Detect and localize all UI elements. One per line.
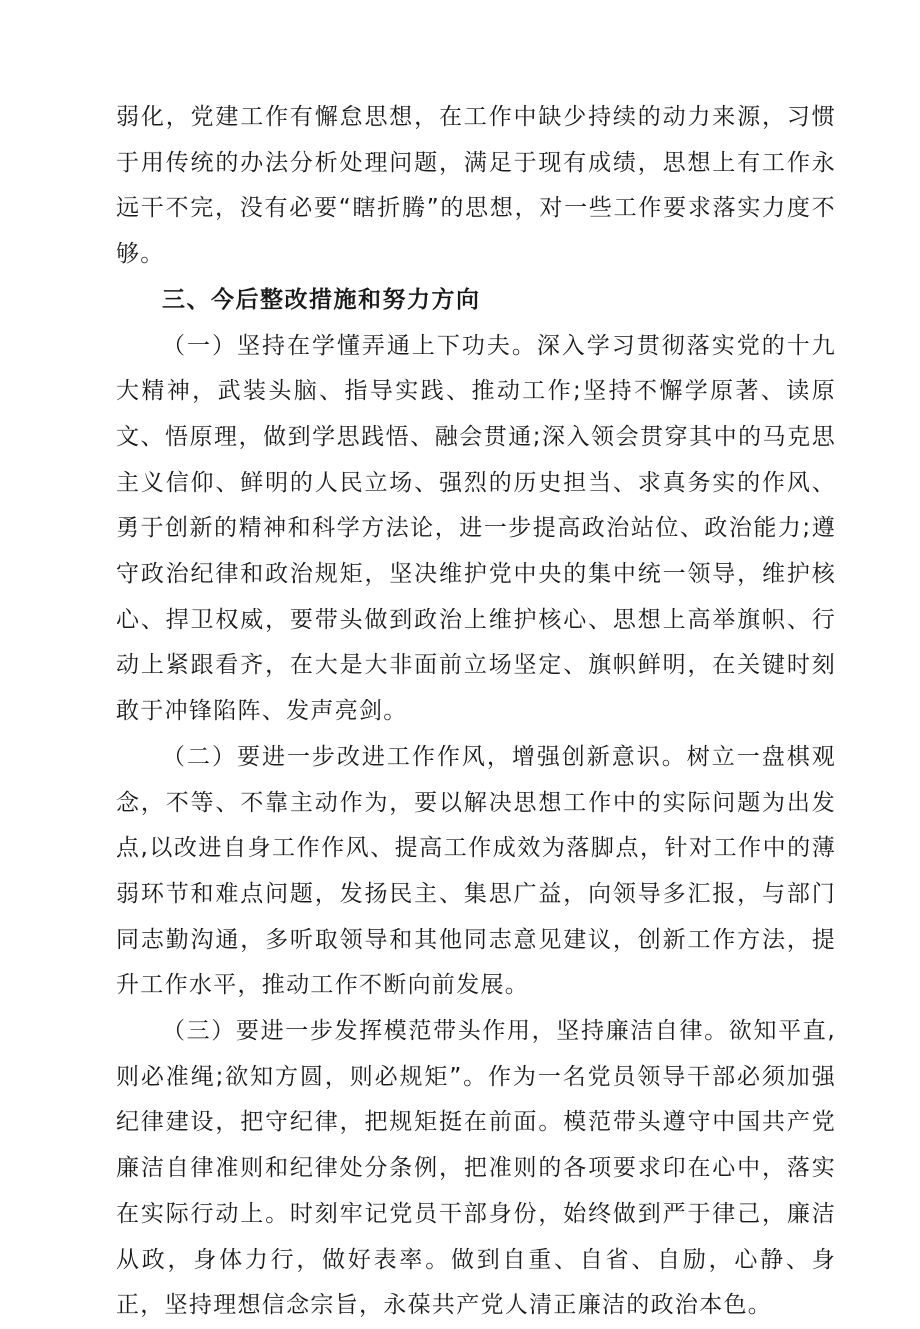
section-heading: 三、今后整改措施和努力方向 [162,286,481,313]
paragraph-measure-2: （二）要进一步改进工作作风，增强创新意识。树立一盘棋观念，不等、不靠主动作为，要以解决思想工作中的实际问题为出发点,以改进自身工作作风、提高工作成效为落脚点，针对工作中的薄弱环节和难点问题，发扬民主、集思广益，向领导多汇报，与部门同志勤沟通，多听取领导和其他同志意见建议，创新工作方法，提升工作水平，推动工作不断向前发展。 [116,743,836,999]
paragraph-measure-3: （三）要进一步发挥模范带头作用，坚持廉洁自律。欲知平直,则必准绳;欲知方圆，则必规矩”。作为一名党员领导干部必须加强纪律建设，把守纪律，把规矩挺在前面。模范带头遵守中国共产党廉洁自律准则和纪律处分条例，把准则的各项要求印在心中，落实在实际行动上。时刻牢记党员干部身份，始终做到严于律己，廉洁从政，身体力行，做好表率。做到自重、自省、自励，心静、身正，坚持理想信念宗旨，永葆共产党人清正廉洁的政治本色。 [116,1018,836,1319]
paragraph-continuation: 弱化，党建工作有懈怠思想，在工作中缺少持续的动力来源，习惯于用传统的办法分析处理问题，满足于现有成绩，思想上有工作永远干不完，没有必要“瞎折腾”的思想，对一些工作要求落实力度不够。 [116,104,836,268]
document-body [116,95,836,1329]
paragraph-measure-1: （一）坚持在学懂弄通上下功夫。深入学习贯彻落实党的十九大精神，武装头脑、指导实践、推动工作;坚持不懈学原著、读原文、悟原理，做到学思践悟、融会贯通;深入领会贯穿其中的马克思主义信仰、鲜明的人民立场、强烈的历史担当、求真务实的作风、勇于创新的精神和科学方法论，进一步提高政治站位、政治能力;遵守政治纪律和政治规矩，坚决维护党中央的集中统一领导，维护核心、捍卫权威，要带头做到政治上维护核心、思想上高举旗帜、行动上紧跟看齐，在大是大非面前立场坚定、旗帜鲜明，在关键时刻敢于冲锋陷阵、发声亮剑。 [116,332,836,725]
